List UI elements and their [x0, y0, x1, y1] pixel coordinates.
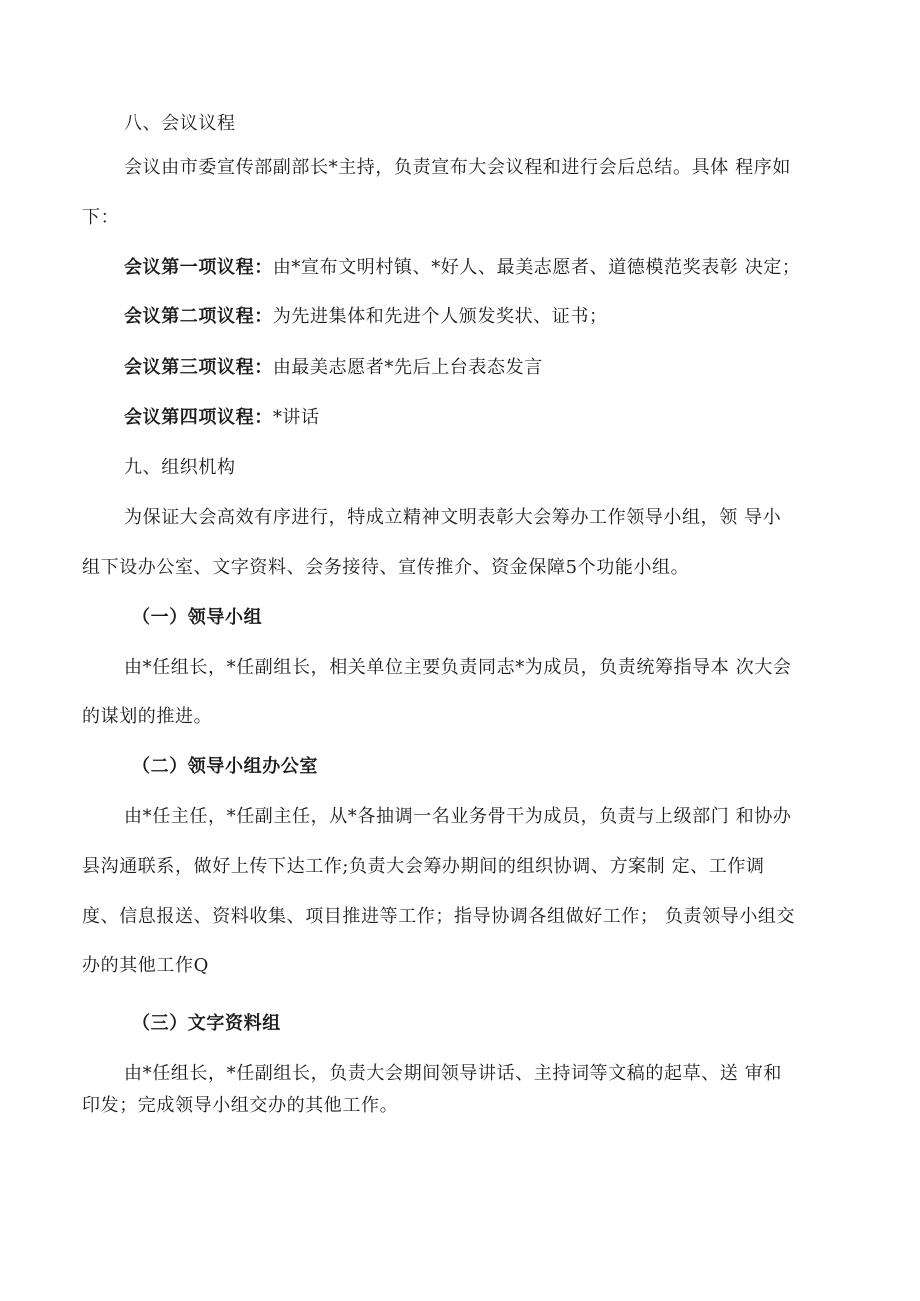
agenda-item-3 — [124, 356, 543, 380]
agenda-item-1-label: 会议第一项议程： — [124, 257, 273, 278]
section-9-intro-line-2: 组下设办公室、文字资料、会务接待、宣传推介、资金保障5个功能小组。 — [82, 557, 690, 578]
section-9-heading: 九、组织机构 — [124, 457, 236, 478]
agenda-item-4-label: 会议第四项议程： — [124, 407, 273, 428]
section-8-intro-line-2: 下： — [82, 207, 120, 228]
subsection-2-line-4: 办的其他工作Q — [82, 955, 209, 976]
subsection-1-line-1: 由*任组长，*任副组长，相关单位主要负责同志*为成员，负责统筹指导本 次大会 — [124, 657, 792, 678]
subsection-3-line-2: 印发；完成领导小组交办的其他工作。 — [82, 1095, 399, 1116]
subsection-1-line-2: 的谋划的推进。 — [82, 706, 213, 727]
agenda-item-2 — [124, 305, 608, 329]
section-8-heading: 八、会议议程 — [124, 113, 236, 134]
agenda-item-2-text: 为先进集体和先进个人颁发奖状、证书； — [272, 306, 608, 327]
agenda-item-2-label: 会议第二项议程： — [124, 306, 273, 327]
agenda-item-3-label: 会议第三项议程： — [124, 357, 273, 378]
subsection-2-line-1: 由*任主任，*任副主任，从*各抽调一名业务骨干为成员，负责与上级部门 和协办 — [124, 806, 792, 827]
agenda-item-1-text: 由*宣布文明村镇、*好人、最美志愿者、道德模范奖表彰 决定； — [272, 257, 801, 278]
subsection-2-line-2: 县沟通联系，做好上传下达工作;负责大会筹办期间的组织协调、方案制 定、工作调 — [82, 856, 765, 877]
subsection-3-title: （三）文字资料组 — [132, 1013, 281, 1034]
subsection-3-line-1: 由*任组长，*任副组长，负责大会期间领导讲话、主持词等文稿的起草、送 审和 — [124, 1063, 782, 1084]
subsection-2-title: （二）领导小组办公室 — [132, 756, 318, 777]
subsection-2-line-3: 度、信息报送、资料收集、项目推进等工作；指导协调各组做好工作； 负责领导小组交 — [82, 906, 796, 927]
agenda-item-4 — [124, 406, 320, 430]
agenda-item-4-text: *讲话 — [272, 407, 320, 428]
agenda-item-1 — [124, 256, 801, 280]
section-9-intro-line-1: 为保证大会高效有序进行，特成立精神文明表彰大会筹办工作领导小组，领 导小 — [124, 507, 782, 528]
section-8-intro-line-1: 会议由市委宣传部副部长*主持，负责宣布大会议程和进行会后总结。具体 程序如 — [124, 157, 791, 178]
subsection-1-title: （一）领导小组 — [132, 607, 263, 628]
agenda-item-3-text: 由最美志愿者*先后上台表态发言 — [272, 357, 543, 378]
